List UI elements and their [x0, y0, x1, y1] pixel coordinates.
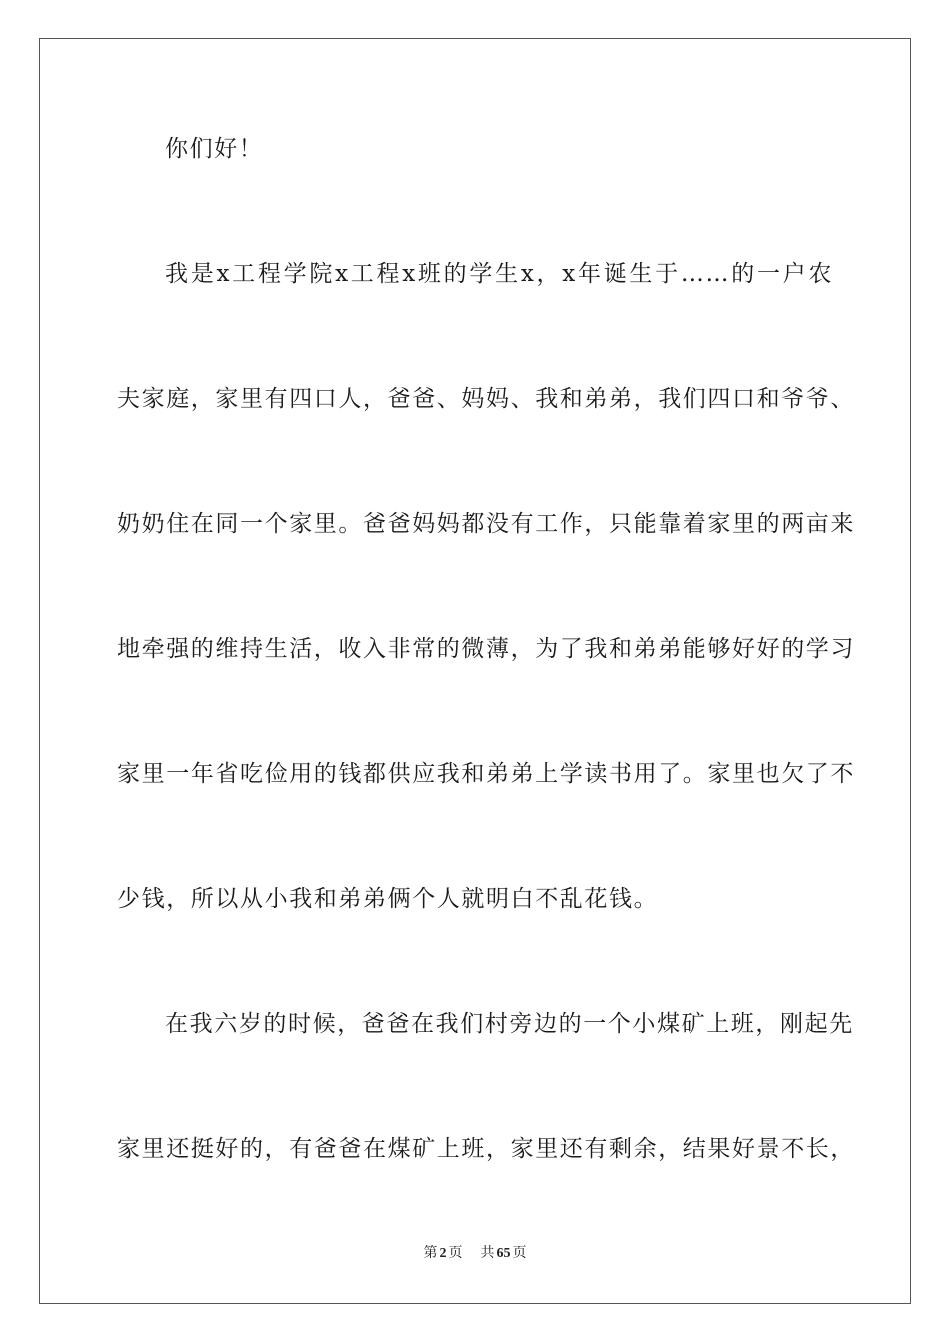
- total-prefix: 共: [480, 1245, 495, 1261]
- page-frame: [39, 38, 911, 1304]
- total-suffix: 页: [512, 1245, 527, 1261]
- greeting-line: 你们好！: [165, 136, 264, 162]
- page-footer: [0, 1243, 950, 1264]
- body-line: 家里还挺好的，有爸爸在煤矿上班，家里还有剩余，结果好景不长，: [117, 1136, 855, 1162]
- body-line: 在我六岁的时候，爸爸在我们村旁边的一个小煤矿上班，刚起先: [165, 1011, 854, 1037]
- body-line: 夫家庭，家里有四口人，爸爸、妈妈、我和弟弟，我们四口和爷爷、: [117, 386, 855, 412]
- body-line: 我是x工程学院x工程x班的学生x，x年诞生于……的一户农: [165, 261, 833, 287]
- body-line: 地牵强的维持生活，收入非常的微薄，为了我和弟弟能够好好的学习: [117, 636, 855, 662]
- body-line: 家里一年省吃俭用的钱都供应我和弟弟上学读书用了。家里也欠了不: [117, 761, 855, 787]
- page-suffix: 页: [448, 1245, 463, 1261]
- total-pages: 65: [496, 1246, 511, 1261]
- page-number: 2: [439, 1246, 447, 1261]
- body-line: 奶奶住在同一个家里。爸爸妈妈都没有工作，只能靠着家里的两亩来: [117, 511, 855, 537]
- body-line: 少钱，所以从小我和弟弟俩个人就明白不乱花钱。: [117, 886, 659, 912]
- page-prefix: 第: [423, 1245, 438, 1261]
